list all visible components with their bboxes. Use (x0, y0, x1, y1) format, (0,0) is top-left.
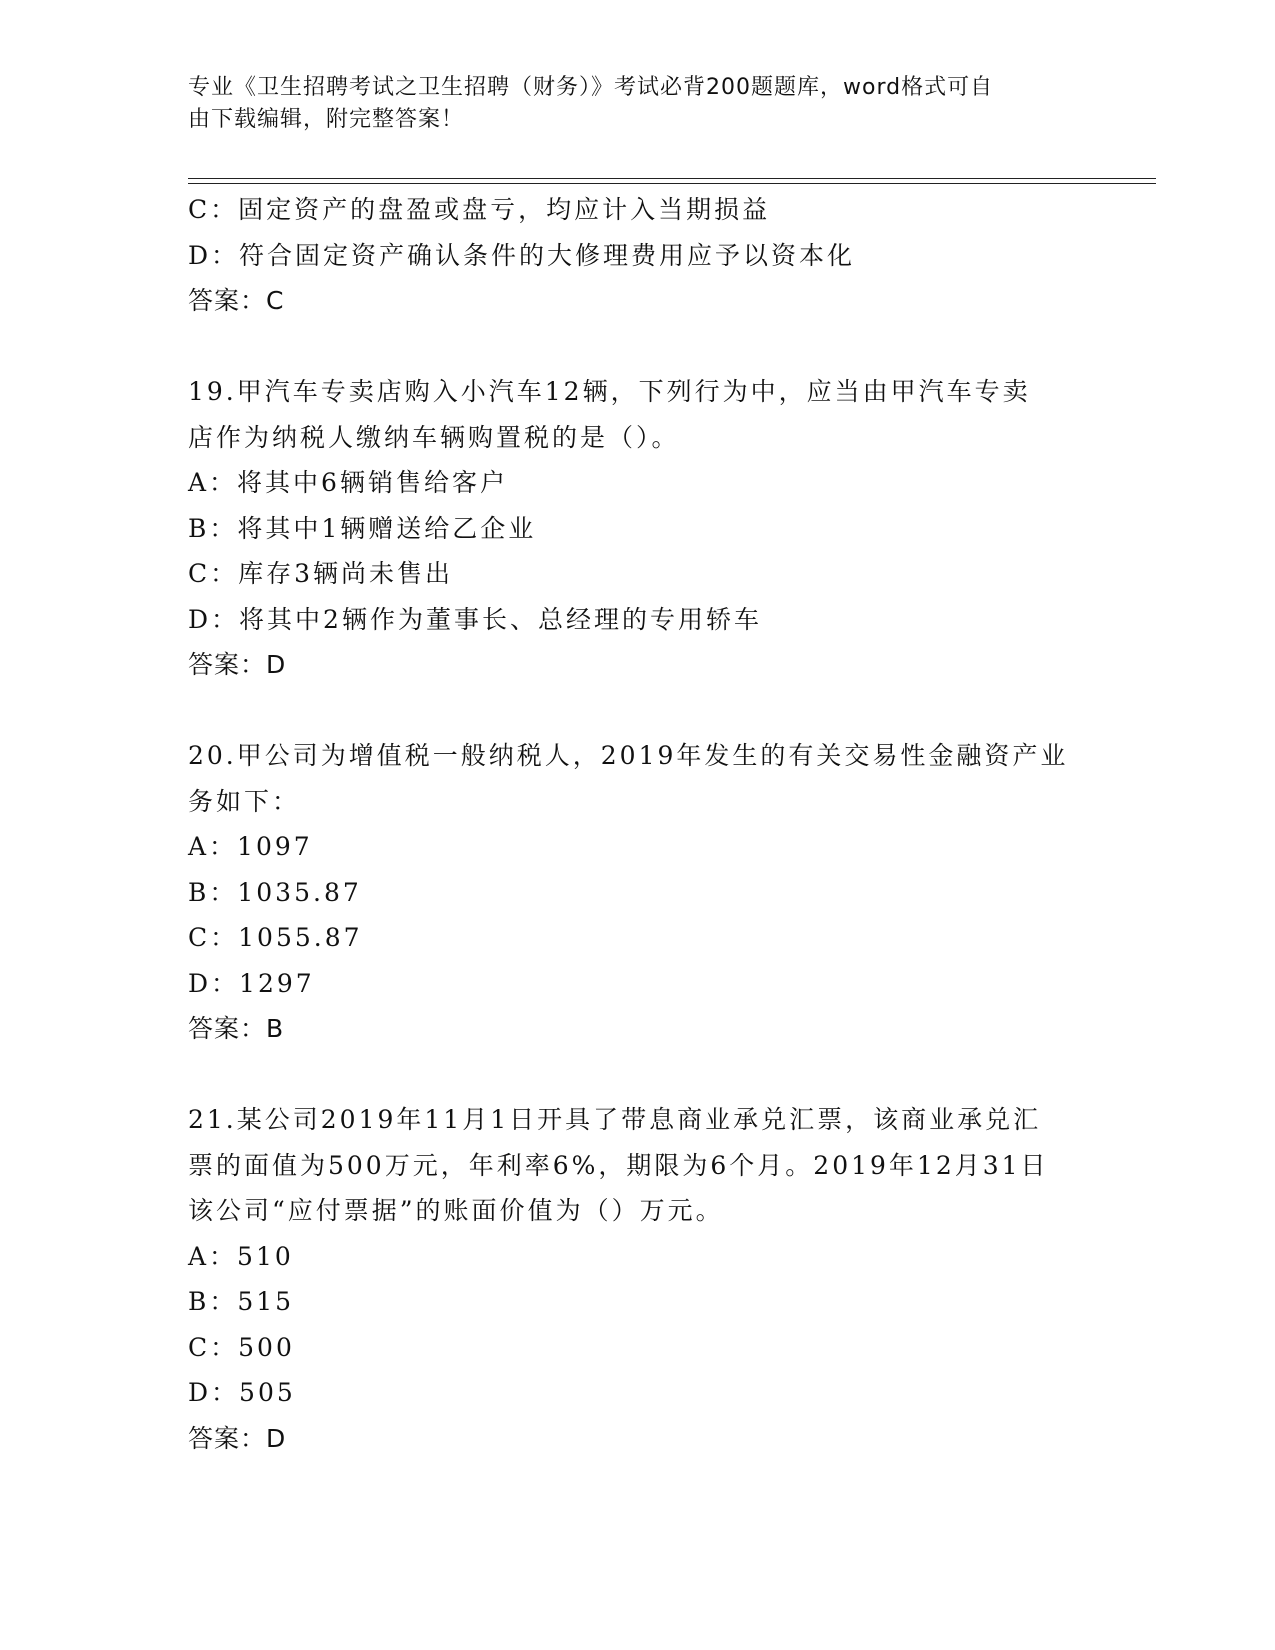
document-body (188, 187, 1088, 1461)
option-text: C：1055.87 (188, 923, 363, 952)
option-text: B：1035.87 (188, 877, 362, 907)
question-stem: 务如下： (188, 786, 301, 816)
option-text: A：将其中6辆销售给客户 (188, 468, 508, 497)
question-21 (188, 1097, 1088, 1461)
question-stem: 21.某公司2019年11月1日开具了带息商业承兑汇票，该商业承兑汇 (188, 1105, 1042, 1134)
question-20 (188, 733, 1088, 1052)
option-text: C：库存3辆尚未售出 (188, 559, 454, 588)
question-stem: 20.甲公司为增值税一般纳税人，2019年发生的有关交易性金融资产业 (188, 741, 1069, 770)
question-19 (188, 369, 1088, 688)
option-text: B：515 (188, 1287, 295, 1316)
spacer (188, 324, 1088, 370)
header-line: 专业《卫生招聘考试之卫生招聘（财务）》考试必背200题题库，word格式可自 (188, 75, 994, 100)
spacer (188, 688, 1088, 734)
question-stem: 19.甲汽车专卖店购入小汽车12辆，下列行为中，应当由甲汽车专卖 (188, 377, 1031, 406)
option-text: D：将其中2辆作为董事长、总经理的专用轿车 (188, 604, 762, 634)
option-text: C：固定资产的盘盈或盘亏，均应计入当期损益 (188, 195, 771, 224)
header-divider (188, 178, 1156, 179)
option-text: D：1297 (188, 968, 315, 998)
question-stem: 票的面值为500万元，年利率6%，期限为6个月。2019年12月31日 (188, 1150, 1049, 1180)
option-text: D：505 (188, 1378, 296, 1407)
document-header (188, 72, 1068, 136)
option-text: A：1097 (188, 832, 313, 861)
option-text: D：符合固定资产确认条件的大修理费用应予以资本化 (188, 240, 856, 270)
option-text: C：500 (188, 1332, 295, 1362)
question-stem: 店作为纳税人缴纳车辆购置税的是（）。 (188, 422, 680, 452)
option-text: B：将其中1辆赠送给乙企业 (188, 513, 537, 543)
header-divider (188, 183, 1156, 184)
option-text: A：510 (188, 1241, 294, 1271)
question-stem: 该公司“应付票据”的账面价值为（）万元。 (188, 1196, 724, 1225)
answer-text: 答案：D (188, 1423, 287, 1453)
question-continued (188, 187, 1088, 324)
answer-text: 答案：D (188, 650, 287, 679)
answer-text: 答案：B (188, 1014, 285, 1043)
spacer (188, 1052, 1088, 1098)
header-line: 由下载编辑，附完整答案！ (188, 107, 465, 132)
answer-text: 答案：C (188, 286, 285, 315)
